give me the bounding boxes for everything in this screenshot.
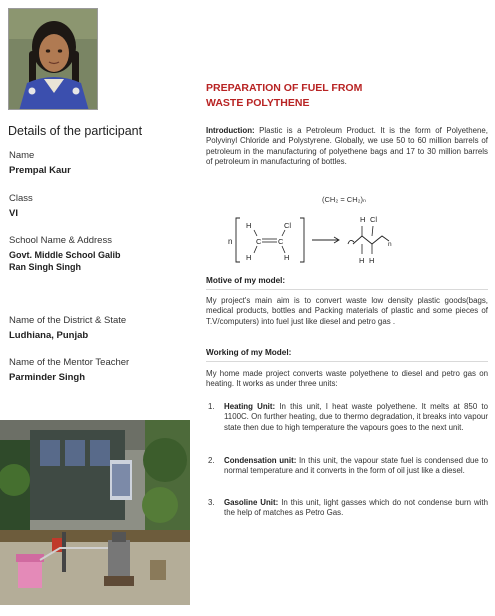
unit-number: 2. (208, 456, 215, 465)
reaction-h-3: H (284, 253, 290, 262)
introduction-paragraph (206, 126, 488, 168)
school-line-2: Ran Singh Singh (9, 261, 81, 272)
unit-text: In this unit, the vapour state fuel is condensed due to normal temperature and it converts in the form of oil just like a diesel. (224, 456, 488, 476)
unit-item-condensation (206, 456, 488, 477)
district-field (9, 315, 189, 342)
district-label: Name of the District & State (9, 315, 127, 326)
experiment-photo (0, 420, 190, 605)
title-line-1: PREPARATION OF FUEL FROM (206, 82, 363, 94)
unit-label: Gasoline Unit: (224, 498, 279, 507)
polymerization-reaction-diagram (226, 208, 406, 270)
unit-text: In this unit, light gasses which do not condense burn with the help of matches as Petro Gas. (224, 498, 488, 518)
polymer-formula: (CH₂ = CH₂)ₙ (322, 195, 367, 204)
reaction-h-2: H (246, 253, 252, 262)
unit-item-heating (206, 402, 488, 433)
reaction-cl-1: Cl (284, 221, 292, 230)
working-separator (206, 361, 488, 362)
introduction-label: Introduction: (206, 126, 255, 135)
unit-text: In this unit, I heat waste polyethene. It melts at 850 to 1100C. On further heating, due to thermo degradation, it breaks into vapour state then due to high temperature the vapours goes to the next unit. (224, 402, 489, 432)
mentor-value: Parminder Singh (9, 372, 86, 383)
motive-paragraph: My project's main aim is to convert waste low density plastic goods(bags, medical products, bottles and Packing materials of plastic and some pieces of T.V/computers) into fuel just like diesel and petro gas . (206, 296, 488, 326)
mentor-field (9, 357, 189, 384)
reaction-product-h-top: H (360, 215, 366, 224)
school-label: School Name & Address (9, 235, 112, 246)
working-heading: Working of my Model: (206, 348, 292, 357)
district-value: Ludhiana, Punjab (9, 330, 89, 341)
unit-number: 3. (208, 498, 215, 507)
reaction-product-h-2: H (369, 256, 375, 265)
class-field (9, 193, 189, 220)
class-value: VI (9, 208, 18, 219)
name-label: Name (9, 150, 35, 161)
name-field (9, 150, 189, 177)
unit-label: Condensation unit: (224, 456, 297, 465)
motive-heading: Motive of my model: (206, 276, 286, 285)
reaction-c-1: C (256, 237, 262, 246)
name-value: Prempal Kaur (9, 165, 71, 176)
reaction-product-n: n (388, 241, 392, 248)
mentor-label: Name of the Mentor Teacher (9, 357, 130, 368)
introduction-text: Plastic is a Petroleum Product. It is the form of Polyethene, Polyvinyl Chloride and Polystyrene. Globally, we use 50 to 60 million barrels of petroleum in the manufacturing of polyethene bags and 17 to 30 million barrels of petroleum in manufacturing of bottles. (206, 126, 488, 167)
reaction-product-cl: Cl (370, 215, 378, 224)
school-line-1: Govt. Middle School Galib (9, 250, 121, 260)
title-line-2: WASTE POLYTHENE (206, 97, 310, 109)
working-paragraph: My home made project converts waste polyethene to diesel and petro gas on heating. It works as under three units: (206, 369, 488, 389)
reaction-product-h-1: H (359, 256, 365, 265)
unit-label: Heating Unit: (224, 402, 276, 411)
reaction-n: n (228, 237, 233, 246)
unit-number: 1. (208, 402, 215, 411)
class-label: Class (9, 193, 33, 204)
motive-separator (206, 289, 488, 290)
participant-details-heading: Details of the participant (8, 124, 143, 138)
school-field (9, 235, 189, 273)
reaction-c-2: C (278, 237, 284, 246)
reaction-h-1: H (246, 221, 252, 230)
unit-item-gasoline (206, 498, 488, 519)
project-title (206, 81, 486, 111)
participant-photo (8, 8, 98, 110)
